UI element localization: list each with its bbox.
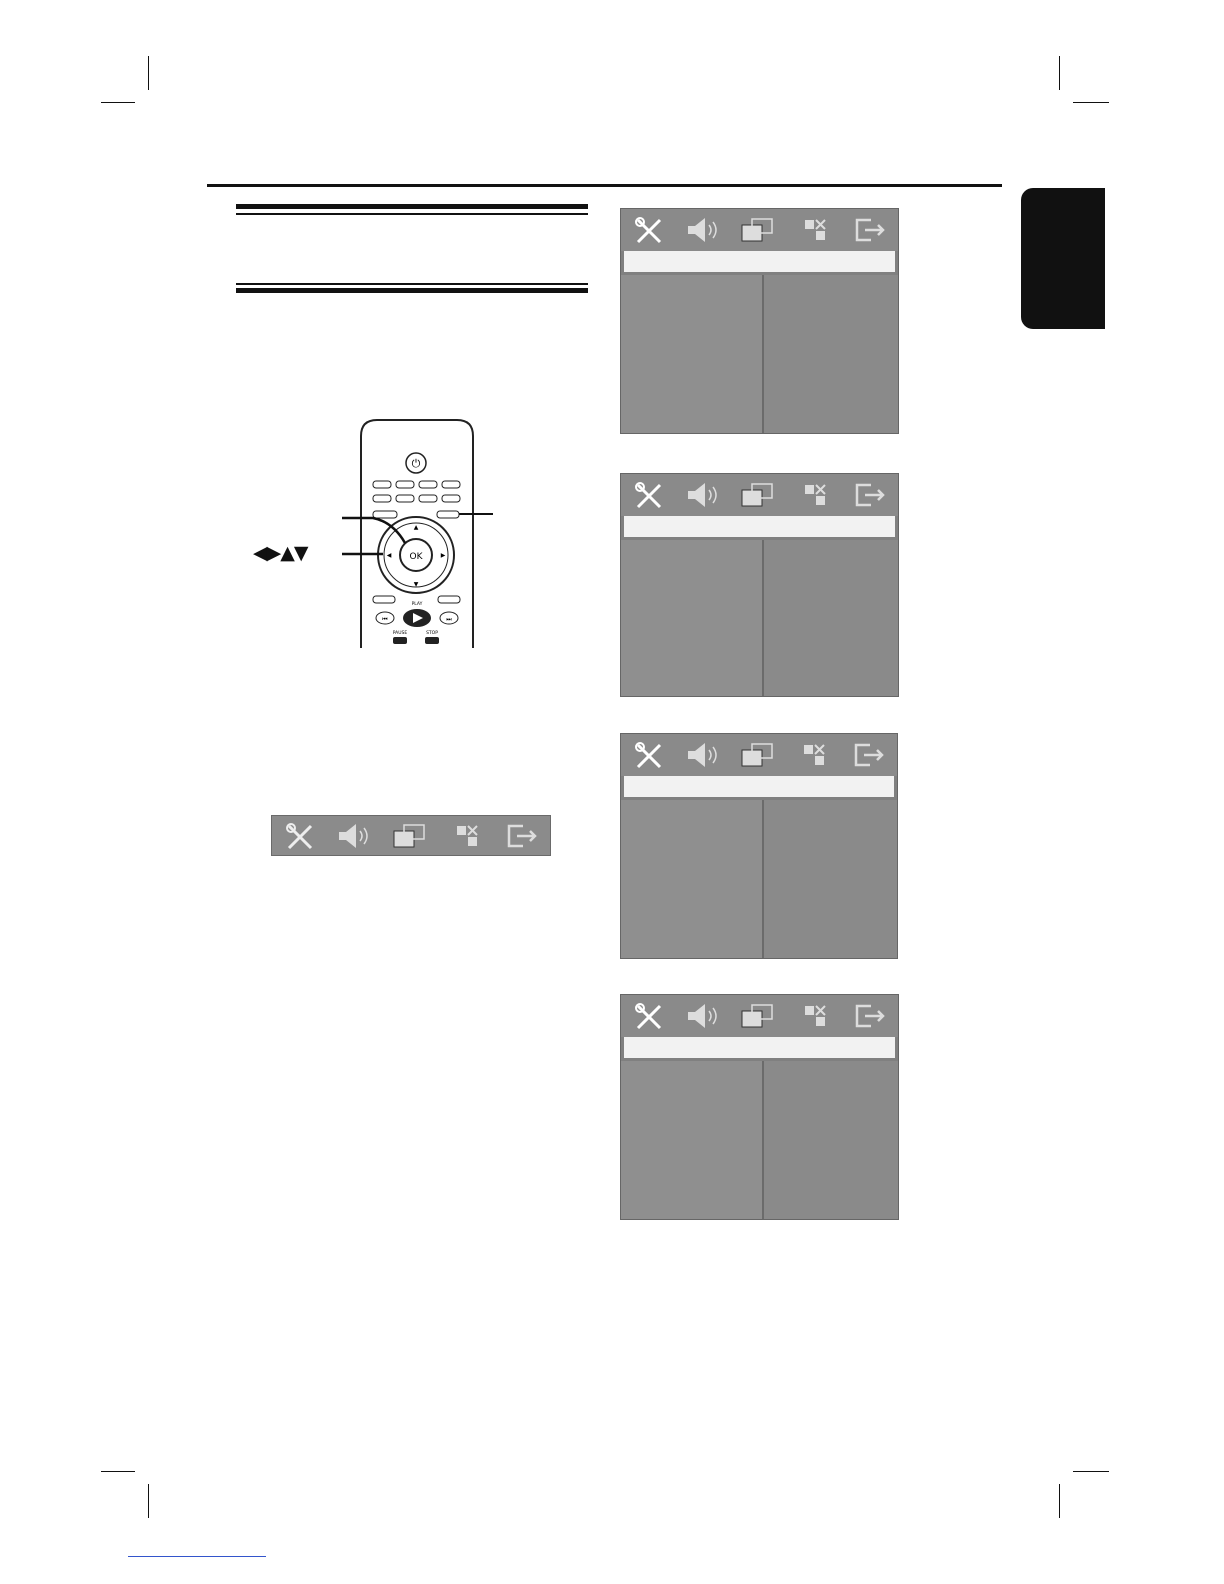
screen-body — [621, 540, 898, 696]
menu-options-column[interactable] — [621, 275, 764, 433]
svg-text:PLAY: PLAY — [411, 602, 423, 607]
crop-mark — [148, 56, 149, 90]
general-setup-icon[interactable] — [630, 215, 668, 245]
video-setup-icon[interactable] — [740, 480, 778, 510]
general-setup-icon[interactable] — [630, 1001, 668, 1031]
video-setup-icon[interactable] — [392, 821, 430, 851]
screen-body — [621, 800, 897, 958]
video-setup-icon[interactable] — [740, 740, 778, 770]
screen-highlight-bar[interactable] — [624, 516, 895, 537]
next-icon: ⏭ — [446, 616, 452, 623]
screen-highlight-bar[interactable] — [624, 1037, 895, 1058]
audio-setup-icon[interactable] — [685, 215, 723, 245]
audio-setup-icon[interactable] — [336, 821, 374, 851]
setup-button — [437, 511, 459, 518]
crop-mark — [101, 1471, 135, 1472]
stop-button — [425, 637, 439, 644]
exit-icon[interactable] — [851, 215, 889, 245]
audio-setup-icon[interactable] — [685, 740, 723, 770]
video-setup-icon[interactable] — [740, 1001, 778, 1031]
svg-text:STOP: STOP — [426, 631, 438, 636]
exit-icon[interactable] — [850, 740, 888, 770]
preference-setup-icon[interactable] — [796, 1001, 834, 1031]
setup-menu-icon-bar — [271, 815, 551, 856]
preference-setup-icon[interactable] — [795, 740, 833, 770]
header-rule — [207, 184, 1002, 187]
footer-link-underline — [128, 1556, 266, 1557]
return-title-button — [373, 596, 395, 603]
pause-button — [393, 637, 407, 644]
disc-menu-button — [373, 511, 397, 518]
exit-icon[interactable] — [851, 480, 889, 510]
audio-setup-icon[interactable] — [685, 480, 723, 510]
exit-icon[interactable] — [503, 821, 541, 851]
menu-values-column[interactable] — [764, 800, 897, 958]
crop-mark — [1059, 1484, 1060, 1518]
aux-button — [442, 481, 460, 488]
power-icon: ⏻ — [411, 457, 421, 470]
preference-setup-icon[interactable] — [796, 480, 834, 510]
general-setup-icon[interactable] — [630, 480, 668, 510]
screen-highlight-bar[interactable] — [624, 251, 895, 272]
crop-mark — [148, 1484, 149, 1518]
angle-button — [396, 495, 414, 502]
menu-values-column[interactable] — [764, 1061, 898, 1219]
remote-control-illustration — [245, 418, 565, 648]
screen-highlight-bar[interactable] — [624, 776, 894, 797]
svg-text:PAUSE: PAUSE — [392, 631, 408, 636]
preference-setup-icon[interactable] — [796, 215, 834, 245]
crop-mark — [101, 102, 135, 103]
screen-body — [621, 1061, 898, 1219]
general-setup-icon[interactable] — [281, 821, 319, 851]
general-setup-icon[interactable] — [630, 740, 668, 770]
disc-button — [373, 481, 391, 488]
menu-values-column[interactable] — [764, 275, 898, 433]
setup-menu-screen-2 — [620, 473, 899, 697]
tuner-button — [396, 481, 414, 488]
audio-button — [442, 495, 460, 502]
crop-mark — [1073, 102, 1109, 103]
menu-values-column[interactable] — [764, 540, 898, 696]
video-setup-icon[interactable] — [740, 215, 778, 245]
zoom-button — [419, 495, 437, 502]
exit-icon[interactable] — [851, 1001, 889, 1031]
crop-mark — [1059, 56, 1060, 90]
screen-icon-bar — [621, 995, 898, 1037]
setup-menu-screen-1 — [620, 208, 899, 434]
svg-text:▲: ▲ — [413, 524, 419, 531]
previous-icon: ⏮ — [382, 616, 388, 623]
screen-body — [621, 275, 898, 433]
audio-setup-icon[interactable] — [685, 1001, 723, 1031]
display-button — [438, 596, 460, 603]
menu-options-column[interactable] — [621, 540, 764, 696]
screen-icon-bar — [621, 209, 898, 251]
preference-setup-icon[interactable] — [448, 821, 486, 851]
screen-icon-bar — [621, 734, 897, 776]
menu-options-column[interactable] — [621, 1061, 764, 1219]
tv-button — [419, 481, 437, 488]
crop-mark — [1073, 1471, 1109, 1472]
ok-label: OK — [409, 552, 423, 562]
svg-text:◀: ◀ — [386, 552, 392, 559]
setup-menu-screen-3 — [620, 733, 898, 959]
svg-text:▼: ▼ — [413, 581, 419, 588]
language-tab — [1021, 188, 1105, 329]
setup-menu-screen-4 — [620, 994, 899, 1220]
repeat-button — [373, 495, 391, 502]
section-heading — [236, 204, 588, 294]
menu-options-column[interactable] — [621, 800, 764, 958]
navigation-arrows-label: ◀▶▲▼ — [253, 542, 308, 564]
svg-text:▶: ▶ — [440, 552, 446, 559]
screen-icon-bar — [621, 474, 898, 516]
